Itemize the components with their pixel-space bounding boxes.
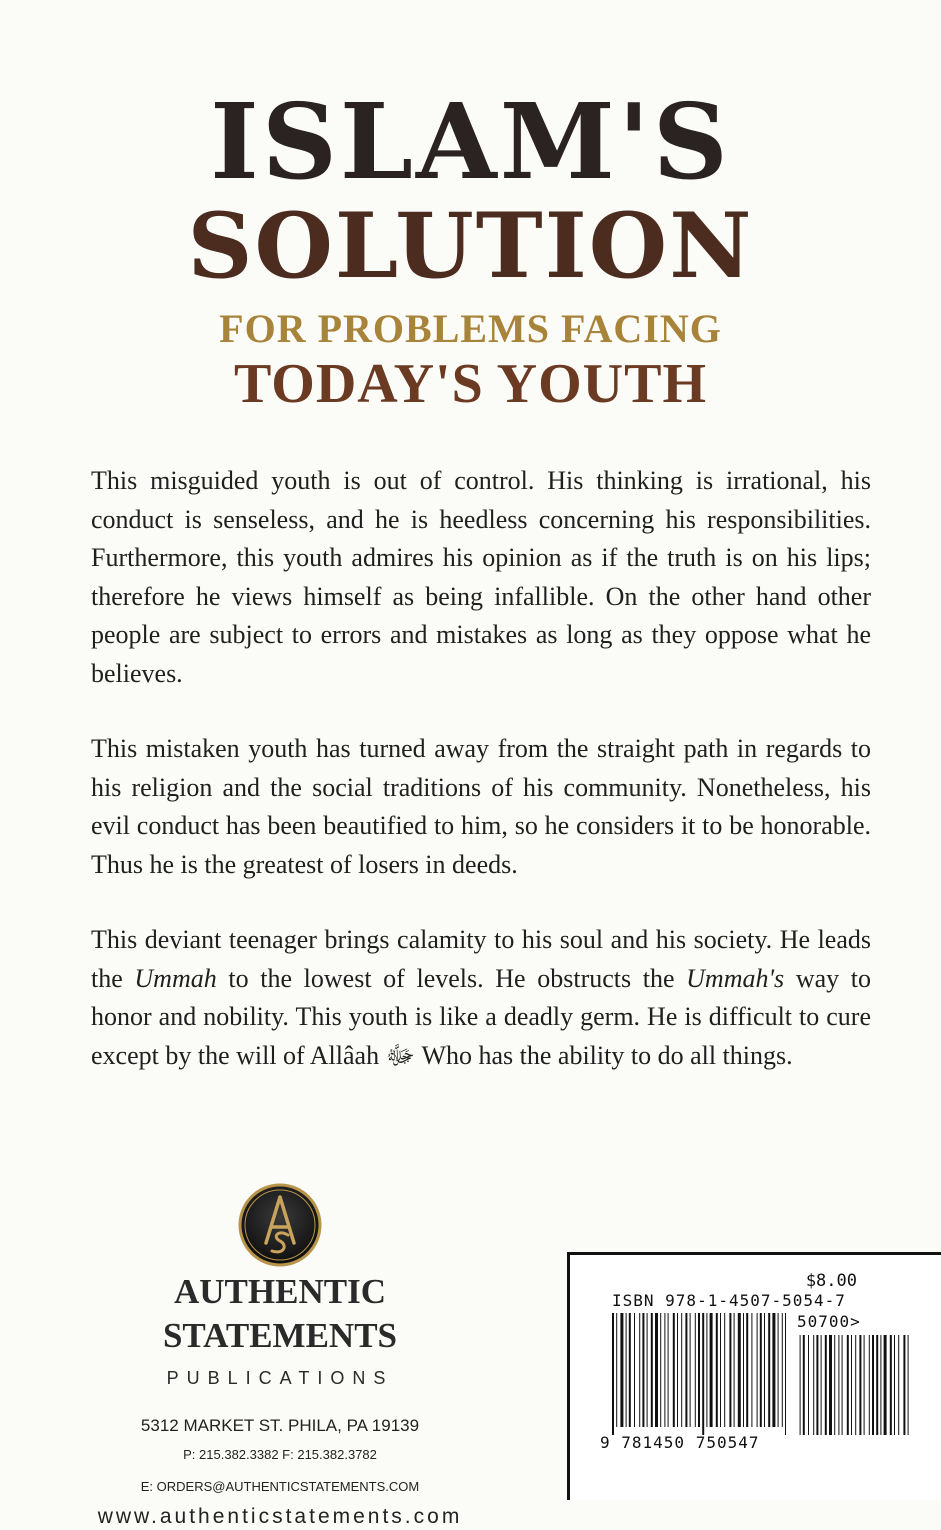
blurb-paragraph-3 [91, 921, 871, 1075]
barcode-ean-digits: 9 781450 750547 [600, 1433, 760, 1452]
publisher-name: AUTHENTIC STATEMENTS [162, 1272, 398, 1355]
blurb-text-span: This deviant teenager brings calamity to his soul and his society. He leads the [91, 925, 871, 993]
barcode-box [567, 1252, 941, 1500]
publisher-phone: P: 215.382.3382 F: 215.382.3782 [183, 1447, 377, 1462]
ummah-term: Ummah [134, 963, 217, 993]
barcode-addon-code: 50700> [797, 1312, 861, 1331]
blurb-paragraph-2: This mistaken youth has turned away from the straight path in regards to his religion and the social traditions of his community. Nonetheless, his evil conduct has been beautified to him, so he considers it to be honorable. Thus he is the greatest of losers in deeds. [91, 734, 871, 879]
publisher-website: www.authenticstatements.com [97, 1505, 463, 1528]
ummah-term: Ummah's [686, 963, 785, 993]
subtitle-line-2: TODAY'S YOUTH [233, 353, 708, 415]
blurb-paragraph-1: This misguided youth is out of control. His thinking is irrational, his conduct is senseless, and he is heedless concerning his responsibilities. Furthermore, this youth admires his opinion as if the truth is on his lips; therefore he views himself as being infallible. On the other hand other people are subject to errors and mistakes as long as they oppose what he believes. [91, 466, 871, 688]
publisher-subtitle: PUBLICATIONS [166, 1368, 394, 1388]
blurb-text-span: way to honor and nobility. This youth is like a deadly germ. He is difficult to cure except by the will of Allâah ﷻ Who has the ability to do all things. [91, 963, 871, 1070]
book-title [0, 80, 941, 415]
subtitle-line-1: FOR PROBLEMS FACING [219, 306, 722, 351]
as-monogram-icon [238, 1183, 322, 1267]
barcode-icon [612, 1313, 912, 1435]
blurb-text [91, 462, 871, 1112]
title-line-1: ISLAM'S [210, 80, 731, 203]
blurb-text-span: to the lowest of levels. He obstructs the [216, 963, 687, 993]
publisher-info [60, 1270, 500, 1530]
price-label: $8.00 [805, 1271, 857, 1291]
title-line-2: SOLUTION [187, 193, 754, 299]
publisher-address: 5312 MARKET ST. PHILA, PA 19139 [140, 1416, 420, 1435]
isbn-label: ISBN 978-1-4507-5054-7 [612, 1291, 846, 1310]
publisher-email: E: ORDERS@AUTHENTICSTATEMENTS.COM [140, 1479, 420, 1494]
